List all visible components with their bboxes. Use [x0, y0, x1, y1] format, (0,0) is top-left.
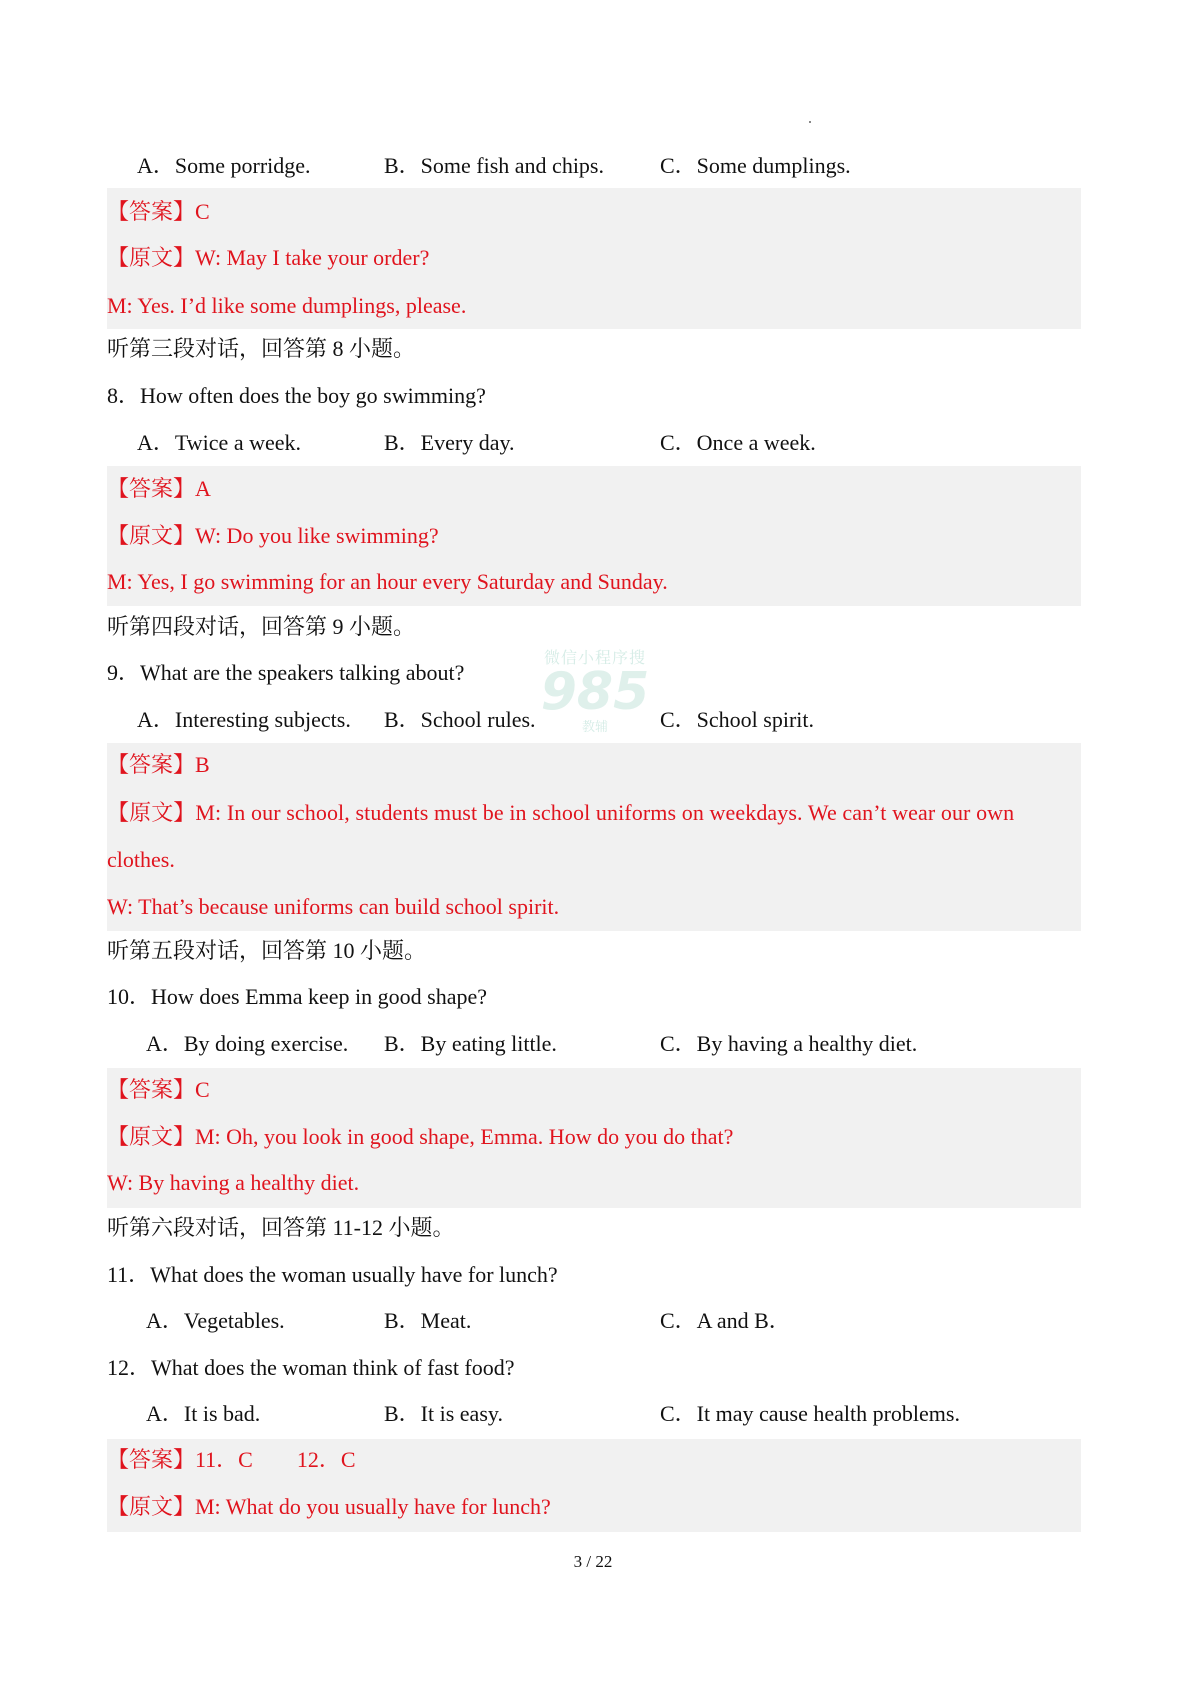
- q8-answer: 【答案】A: [107, 476, 211, 501]
- q9-answer: 【答案】B: [107, 752, 210, 777]
- q10-option-b: B．By eating little.: [384, 1031, 557, 1056]
- q11-option-a: A．Vegetables.: [146, 1308, 285, 1333]
- section-6-instruction: 听第六段对话，回答第 11-12 小题。: [107, 1215, 455, 1240]
- q10-question: 10．How does Emma keep in good shape?: [107, 984, 488, 1009]
- page-number: 3 / 22: [573, 1552, 613, 1571]
- q11-option-c: C．A and B．: [660, 1308, 791, 1333]
- q10-option-a: A．By doing exercise.: [146, 1031, 349, 1056]
- q7-transcript-line-2: M: Yes. I’d like some dumplings, please.: [107, 293, 467, 318]
- watermark-number: 985: [540, 662, 650, 722]
- q9-transcript-line-2: clothes.: [107, 847, 175, 872]
- q9-option-b: B．School rules.: [384, 707, 536, 732]
- watermark-top-text: 微信小程序搜: [543, 648, 646, 667]
- q11-question: 11．What does the woman usually have for lunch?: [107, 1262, 558, 1287]
- section-5-instruction: 听第五段对话，回答第 10 小题。: [107, 938, 427, 963]
- q12-question: 12．What does the woman think of fast food?: [107, 1355, 515, 1380]
- q10-answer: 【答案】C: [107, 1077, 210, 1102]
- q8-option-c: C．Once a week.: [660, 430, 816, 455]
- q9-option-a: A．Interesting subjects.: [137, 707, 351, 732]
- q8-transcript-line-2: M: Yes, I go swimming for an hour every Saturday and Sunday.: [107, 569, 668, 594]
- q7-option-a: A．Some porridge.: [137, 153, 311, 178]
- section-4-instruction: 听第四段对话，回答第 9 小题。: [107, 614, 416, 639]
- q11-12-answer: 【答案】11．C 12．C: [107, 1447, 356, 1472]
- q9-transcript-line-1: 【原文】M: In our school, students must be in school uniforms on weekdays. We can’t wear our own: [107, 800, 1015, 825]
- q8-option-a: A．Twice a week.: [137, 430, 302, 455]
- q7-option-c: C．Some dumplings.: [660, 153, 851, 178]
- q12-option-b: B．It is easy.: [384, 1401, 503, 1426]
- stray-mark: [809, 121, 811, 123]
- q9-option-c: C．School spirit.: [660, 707, 815, 732]
- q8-question: 8．How often does the boy go swimming?: [107, 383, 486, 408]
- q11-12-transcript-line-1: 【原文】M: What do you usually have for lunch?: [107, 1494, 551, 1519]
- q10-transcript-line-1: 【原文】M: Oh, you look in good shape, Emma. How do you do that?: [107, 1124, 734, 1149]
- watermark-bottom-text: 教辅: [581, 720, 608, 735]
- q7-option-b: B．Some fish and chips.: [384, 153, 604, 178]
- q7-answer: 【答案】C: [107, 199, 210, 224]
- watermark-985: [520, 645, 670, 755]
- q9-transcript-line-3: W: That’s because uniforms can build school spirit.: [107, 894, 560, 919]
- q8-option-b: B．Every day.: [384, 430, 515, 455]
- q11-option-b: B．Meat.: [384, 1308, 472, 1333]
- q12-option-c: C．It may cause health problems.: [660, 1401, 960, 1426]
- q10-option-c: C．By having a healthy diet.: [660, 1031, 918, 1056]
- section-3-instruction: 听第三段对话，回答第 8 小题。: [107, 336, 416, 361]
- q10-transcript-line-2: W: By having a healthy diet.: [107, 1170, 360, 1195]
- q8-transcript-line-1: 【原文】W: Do you like swimming?: [107, 523, 439, 548]
- q12-option-a: A．It is bad.: [146, 1401, 261, 1426]
- q7-transcript-line-1: 【原文】W: May I take your order?: [107, 245, 430, 270]
- q9-question: 9．What are the speakers talking about?: [107, 660, 465, 685]
